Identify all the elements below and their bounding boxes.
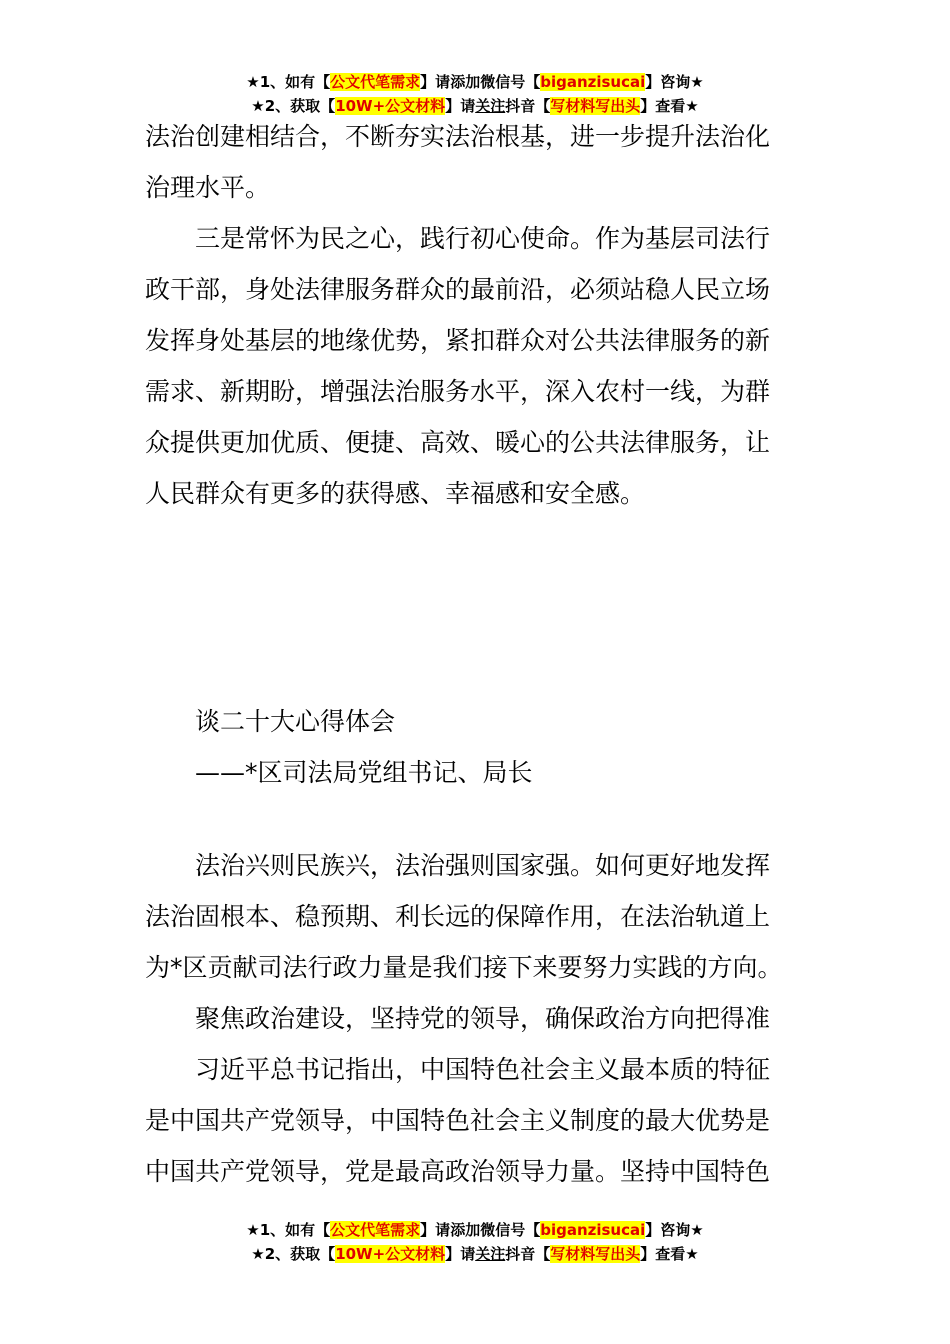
paragraph-line: 为*区贡献司法行政力量是我们接下来要努力实践的方向。 [145, 953, 783, 982]
banner-text: 微信号【 [480, 1221, 541, 1239]
paragraph-line: 治理水平。 [145, 173, 271, 202]
paragraph-line: 众提供更加优质、便捷、高效、暖心的公共法律服务，让 [145, 428, 771, 457]
banner-text: 抖音【 [505, 97, 551, 115]
paragraph-line: 习近平总书记指出，中国特色社会主义最本质的特征 [195, 1055, 771, 1084]
banner-highlight: 公文代笔需求 [330, 1221, 421, 1239]
paragraph-line: 是中国共产党领导，中国特色社会主义制度的最大优势是 [145, 1106, 771, 1135]
paragraph-line: 需求、新期盼，增强法治服务水平，深入农村一线，为群 [145, 377, 771, 406]
paragraph-line: 三是常怀为民之心，践行初心使命。作为基层司法行 [195, 224, 771, 253]
paragraph-line: 法治创建相结合，不断夯实法治根基，进一步提升法治化 [145, 122, 771, 151]
banner-text: ★2、获取【 [251, 97, 336, 115]
paragraph-line: 政干部，身处法律服务群众的最前沿，必须站稳人民立场 [145, 275, 771, 304]
section-title: 谈二十大心得体会 [195, 707, 396, 736]
paragraph-line: 法治固根本、稳预期、利长远的保障作用，在法治轨道上 [145, 902, 771, 931]
banner-text: 】查看★ [640, 97, 699, 115]
header-banner-line-2 [0, 94, 950, 118]
footer-banner-line-1 [0, 1218, 950, 1242]
paragraph-line: 人民群众有更多的获得感、幸福感和安全感。 [145, 479, 646, 508]
banner-text: 】请 [445, 97, 476, 115]
banner-highlight: 10W+公文材料 [335, 97, 446, 115]
header-banner-line-1 [0, 70, 950, 94]
banner-highlight: biganzisucai [540, 73, 646, 91]
paragraph-line: 发挥身处基层的地缘优势，紧扣群众对公共法律服务的新 [145, 326, 771, 355]
footer-banner-line-2 [0, 1242, 950, 1266]
banner-text: 抖音【 [505, 1245, 551, 1263]
paragraph-line: 聚焦政治建设，坚持党的领导，确保政治方向把得准 [195, 1004, 771, 1033]
banner-highlight: 写材料写出头 [550, 1245, 641, 1263]
banner-text: 】咨询★ [645, 73, 704, 91]
banner-text: 微信号【 [480, 73, 541, 91]
banner-text: 添加 [450, 73, 481, 91]
banner-text: ★1、如有【 [246, 73, 331, 91]
banner-highlight: 10W+公文材料 [335, 1245, 446, 1263]
section-author: ——*区司法局党组书记、局长 [195, 758, 533, 787]
banner-text: ★2、获取【 [251, 1245, 336, 1263]
banner-text: 】请 [420, 73, 451, 91]
paragraph-line: 中国共产党领导，党是最高政治领导力量。坚持中国特色 [145, 1157, 771, 1186]
banner-text: 】请 [445, 1245, 476, 1263]
banner-highlight: biganzisucai [540, 1221, 646, 1239]
banner-text: 关注 [475, 97, 506, 115]
banner-text: 】请 [420, 1221, 451, 1239]
banner-text: ★1、如有【 [246, 1221, 331, 1239]
banner-text: 】咨询★ [645, 1221, 704, 1239]
banner-highlight: 公文代笔需求 [330, 73, 421, 91]
banner-highlight: 写材料写出头 [550, 97, 641, 115]
paragraph-line: 法治兴则民族兴，法治强则国家强。如何更好地发挥 [195, 851, 771, 880]
banner-text: 添加 [450, 1221, 481, 1239]
banner-text: 关注 [475, 1245, 506, 1263]
banner-text: 】查看★ [640, 1245, 699, 1263]
